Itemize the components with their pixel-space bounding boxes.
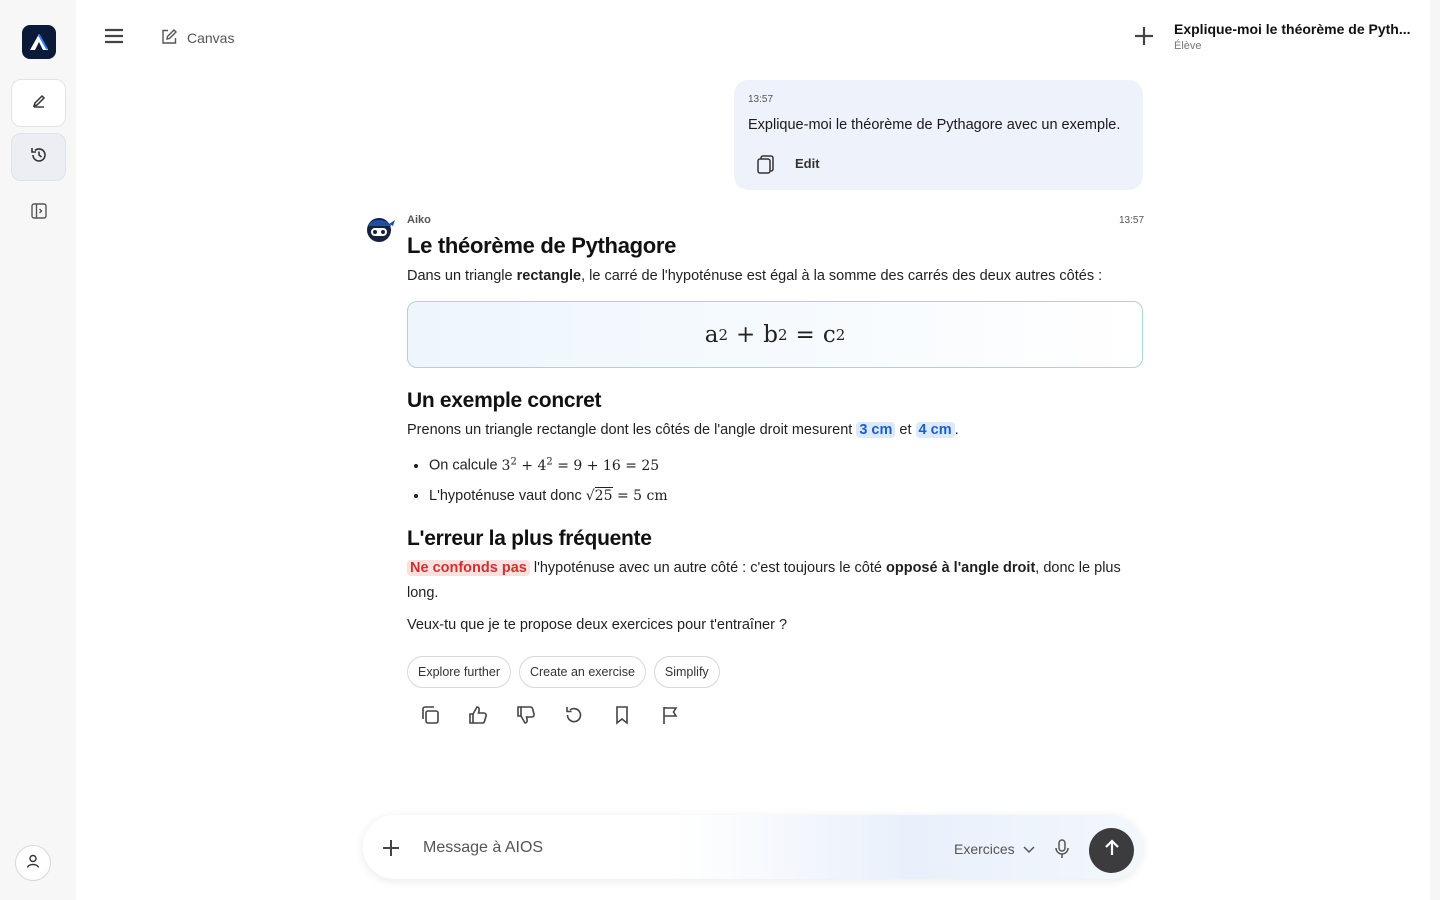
assistant-name: Aiko: [407, 214, 431, 226]
error-text-end: , donc le plus long.: [407, 559, 1121, 601]
user-icon: [25, 853, 41, 874]
copy-icon[interactable]: [754, 152, 778, 176]
user-message-bubble: [734, 80, 1143, 190]
pencil-icon: [31, 93, 47, 114]
app-logo[interactable]: [22, 25, 56, 59]
formula-box: [407, 301, 1143, 368]
message-actions: [418, 703, 1143, 727]
assistant-time: 13:57: [1119, 215, 1145, 226]
formula-c: c: [822, 321, 836, 348]
message-composer: [363, 815, 1142, 879]
message-time: 13:57: [748, 94, 774, 105]
user-profile-button[interactable]: [15, 845, 51, 881]
history-icon: [29, 145, 49, 170]
flag-icon[interactable]: [658, 703, 682, 727]
microphone-icon[interactable]: [1051, 838, 1073, 860]
conversation-header: [1174, 21, 1419, 52]
canvas-label: Canvas: [187, 30, 235, 46]
math-term: 3: [501, 457, 511, 474]
formula-exp: 2: [835, 325, 846, 344]
math-term: = 5 cm: [612, 487, 668, 504]
list-item-text: L'hypoténuse vaut donc: [429, 487, 586, 504]
error-bold: opposé à l'angle droit: [886, 559, 1036, 576]
error-heading: L'erreur la plus fréquente: [407, 526, 652, 550]
edit-square-icon: [160, 28, 178, 49]
example-list: [429, 447, 1143, 511]
list-item: [429, 447, 1143, 481]
error-text: l'hypoténuse avec un autre côté : c'est toujours le côté: [529, 559, 886, 576]
plus-icon: [1134, 26, 1154, 51]
intro-paragraph: [407, 264, 1143, 289]
menu-button[interactable]: [102, 26, 126, 50]
math-term: + 4: [516, 457, 547, 474]
example-text: .: [954, 422, 959, 438]
attach-plus-icon[interactable]: [379, 836, 403, 860]
closing-question: Veux-tu que je te propose deux exercices pour t'entraîner ?: [407, 616, 788, 633]
formula-exp: 2: [718, 325, 728, 344]
sidebar-toggle-button[interactable]: [11, 189, 66, 237]
suggestion-explore-further[interactable]: Explore further: [407, 656, 511, 688]
edit-message-button[interactable]: Edit: [795, 156, 820, 171]
message-input[interactable]: [423, 835, 843, 861]
suggestion-create-exercise[interactable]: Create an exercise: [519, 656, 646, 688]
error-paragraph: [407, 556, 1143, 606]
bookmark-icon[interactable]: [610, 703, 634, 727]
new-note-button[interactable]: [11, 79, 66, 127]
response-title: Le théorème de Pythagore: [407, 233, 677, 258]
formula-eq: =: [795, 321, 815, 348]
example-heading: Un exemple concret: [407, 389, 602, 412]
suggestion-simplify[interactable]: Simplify: [654, 656, 720, 688]
example-paragraph: [407, 418, 1143, 443]
copy-icon[interactable]: [418, 703, 442, 727]
highlight-value: 3 cm: [856, 422, 895, 438]
left-rail: [0, 0, 76, 900]
intro-text-end: , le carré de l'hypoténuse est égal à la somme des carrés des deux autres côtés :: [581, 268, 1103, 284]
intro-text: Dans un triangle: [407, 268, 517, 284]
list-item-text: On calcule: [429, 457, 502, 474]
mode-label: Exercices: [954, 841, 1015, 857]
assistant-avatar: [364, 213, 396, 245]
conversation-title: Explique-moi le théorème de Pyth...: [1174, 21, 1411, 37]
hamburger-icon: [104, 27, 124, 50]
formula-plus: +: [735, 321, 756, 348]
new-conversation-button[interactable]: [1131, 25, 1157, 51]
send-button[interactable]: [1089, 828, 1134, 873]
thumbs-down-icon[interactable]: [514, 703, 538, 727]
sidebar-toggle-icon: [30, 202, 48, 225]
math-term: = 9 + 16 = 25: [552, 457, 660, 474]
assistant-message: [407, 233, 1143, 727]
intro-bold: rectangle: [516, 268, 582, 284]
formula-b: b: [763, 321, 778, 348]
sqrt-symbol: √: [585, 487, 595, 504]
formula-a: a: [704, 321, 719, 348]
arrow-up-icon: [1102, 838, 1122, 863]
scrollbar-track[interactable]: [1430, 0, 1440, 900]
user-message-text: Explique-moi le théorème de Pythagore avec un exemple.: [748, 117, 1121, 133]
example-text: Prenons un triangle rectangle dont les côtés de l'angle droit mesurent: [407, 422, 857, 438]
conversation-subtitle: Élève: [1174, 40, 1202, 52]
regenerate-icon[interactable]: [562, 703, 586, 727]
history-button[interactable]: [11, 133, 66, 181]
list-item: [429, 481, 1143, 511]
thumbs-up-icon[interactable]: [466, 703, 490, 727]
chevron-down-icon: [1023, 841, 1035, 857]
formula-exp: 2: [778, 325, 788, 344]
canvas-button[interactable]: [160, 27, 234, 49]
math-exp: 2: [546, 456, 553, 467]
warning-highlight: Ne confonds pas: [407, 560, 530, 576]
mode-selector[interactable]: [954, 841, 1035, 857]
example-text: et: [895, 422, 916, 438]
math-exp: 2: [510, 456, 517, 467]
highlight-value: 4 cm: [916, 422, 955, 438]
math-term: 25: [594, 487, 613, 504]
suggestion-chips: [407, 656, 1143, 688]
